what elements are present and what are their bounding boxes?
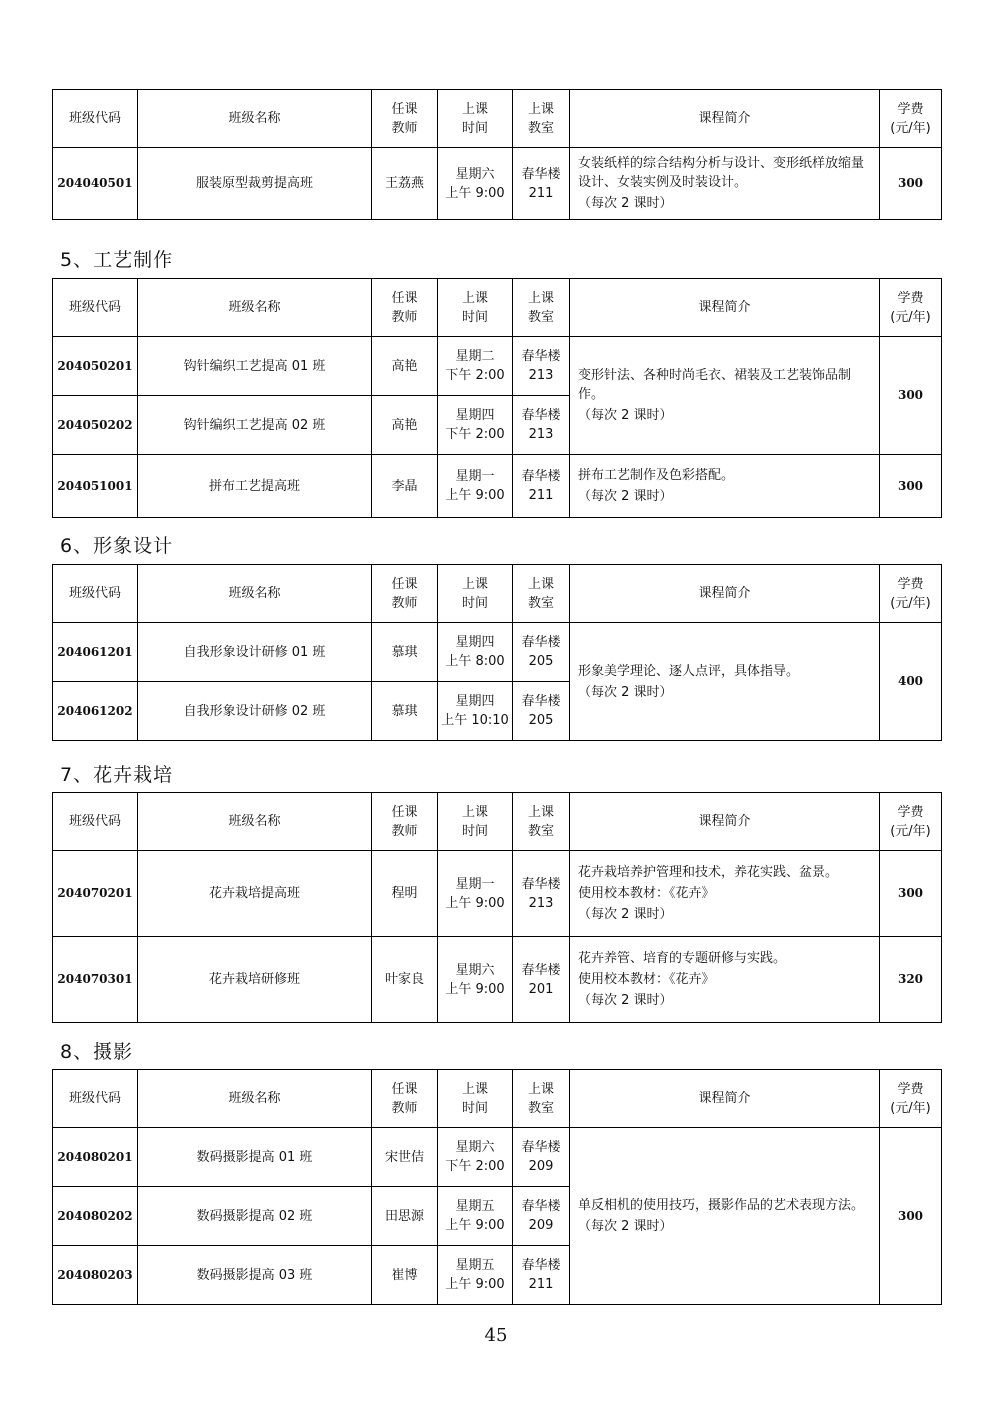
class-time: 星期四 上午 10:10 (438, 682, 513, 741)
header-fee: 学费 (元/年) (880, 793, 942, 851)
header-fee: 学费 (元/年) (880, 565, 942, 623)
class-name: 花卉栽培研修班 (138, 937, 372, 1023)
classroom: 春华楼 213 (513, 851, 570, 937)
course-description (570, 623, 880, 741)
class-name: 钩针编织工艺提高 02 班 (138, 396, 372, 455)
header-room: 上课 教室 (513, 793, 570, 851)
classroom: 春华楼 213 (513, 396, 570, 455)
course-table-crafts (52, 278, 942, 518)
class-code: 204051001 (53, 455, 138, 518)
header-teacher: 任课 教师 (372, 1070, 438, 1128)
teacher-name: 叶家良 (372, 937, 438, 1023)
teacher-name: 李晶 (372, 455, 438, 518)
header-teacher: 任课 教师 (372, 793, 438, 851)
course-description (570, 851, 880, 937)
section-title-photography: 8、摄影 (60, 1041, 134, 1063)
classroom: 春华楼 209 (513, 1187, 570, 1246)
teacher-name: 崔博 (372, 1246, 438, 1305)
classroom: 春华楼 211 (513, 148, 570, 220)
course-table-tailoring (52, 89, 942, 220)
class-code: 204061202 (53, 682, 138, 741)
header-teacher: 任课 教师 (372, 565, 438, 623)
header-fee: 学费 (元/年) (880, 279, 942, 337)
table-header-row (53, 565, 942, 623)
course-description (570, 455, 880, 518)
teacher-name: 田思源 (372, 1187, 438, 1246)
table-header-row (53, 1070, 942, 1128)
description-line: 形象美学理论、逐人点评，具体指导。 (578, 663, 800, 679)
description-line: 变形针法、各种时尚毛衣、裙装及工艺装饰品制作。 (578, 368, 852, 402)
table-row (53, 1128, 942, 1187)
teacher-name: 慕琪 (372, 682, 438, 741)
class-name: 自我形象设计研修 02 班 (138, 682, 372, 741)
header-class-name: 班级名称 (138, 279, 372, 337)
class-name: 数码摄影提高 01 班 (138, 1128, 372, 1187)
table-header-row (53, 793, 942, 851)
class-code: 204040501 (53, 148, 138, 220)
course-description (570, 1128, 880, 1305)
header-class-name: 班级名称 (138, 1070, 372, 1128)
class-time: 星期六 下午 2:00 (438, 1128, 513, 1187)
header-class-name: 班级名称 (138, 565, 372, 623)
class-name: 花卉栽培提高班 (138, 851, 372, 937)
class-code: 204070201 (53, 851, 138, 937)
header-description: 课程简介 (570, 1070, 880, 1128)
section-title-crafts: 5、工艺制作 (60, 249, 174, 271)
class-time: 星期四 上午 8:00 (438, 623, 513, 682)
tuition-fee: 300 (880, 851, 942, 937)
description-line: 拼布工艺制作及色彩搭配。 (578, 468, 735, 483)
teacher-name: 慕琪 (372, 623, 438, 682)
course-description (570, 148, 880, 220)
header-class-name: 班级名称 (138, 793, 372, 851)
header-class-code: 班级代码 (53, 90, 138, 148)
header-room: 上课 教室 (513, 565, 570, 623)
table-header-row (53, 279, 942, 337)
class-name: 自我形象设计研修 01 班 (138, 623, 372, 682)
table-row (53, 937, 942, 1023)
class-time: 星期六 上午 9:00 (438, 148, 513, 220)
table-row (53, 623, 942, 682)
header-description: 课程简介 (570, 279, 880, 337)
header-class-code: 班级代码 (53, 1070, 138, 1128)
tuition-fee: 320 (880, 937, 942, 1023)
classroom: 春华楼 205 (513, 623, 570, 682)
tuition-fee: 400 (880, 623, 942, 741)
teacher-name: 程明 (372, 851, 438, 937)
tuition-fee: 300 (880, 337, 942, 455)
section-title-flower-cultivation: 7、花卉栽培 (60, 764, 174, 786)
header-teacher: 任课 教师 (372, 90, 438, 148)
class-code: 204080203 (53, 1246, 138, 1305)
class-code: 204061201 (53, 623, 138, 682)
description-line: 使用校本教材：《花卉》 (578, 972, 715, 987)
class-time: 星期二 下午 2:00 (438, 337, 513, 396)
class-time: 星期六 上午 9:00 (438, 937, 513, 1023)
description-line: （每次 2 课时） (578, 1219, 673, 1234)
class-name: 拼布工艺提高班 (138, 455, 372, 518)
class-name: 服装原型裁剪提高班 (138, 148, 372, 220)
class-name: 钩针编织工艺提高 01 班 (138, 337, 372, 396)
class-name: 数码摄影提高 02 班 (138, 1187, 372, 1246)
page-number: 45 (484, 1325, 508, 1346)
header-time: 上课 时间 (438, 90, 513, 148)
class-time: 星期一 上午 9:00 (438, 455, 513, 518)
header-description: 课程简介 (570, 793, 880, 851)
class-code: 204080201 (53, 1128, 138, 1187)
classroom: 春华楼 211 (513, 455, 570, 518)
course-description (570, 337, 880, 455)
header-time: 上课 时间 (438, 793, 513, 851)
header-class-code: 班级代码 (53, 565, 138, 623)
description-line: （每次 2 课时） (578, 907, 673, 922)
teacher-name: 高艳 (372, 337, 438, 396)
class-name: 数码摄影提高 03 班 (138, 1246, 372, 1305)
classroom: 春华楼 205 (513, 682, 570, 741)
header-time: 上课 时间 (438, 279, 513, 337)
table-header-row (53, 90, 942, 148)
course-table-photography (52, 1069, 942, 1305)
classroom: 春华楼 213 (513, 337, 570, 396)
header-description: 课程简介 (570, 90, 880, 148)
description-line: （每次 2 课时） (578, 196, 673, 211)
class-time: 星期四 下午 2:00 (438, 396, 513, 455)
class-code: 204050201 (53, 337, 138, 396)
class-time: 星期五 上午 9:00 (438, 1246, 513, 1305)
teacher-name: 高艳 (372, 396, 438, 455)
header-room: 上课 教室 (513, 1070, 570, 1128)
description-line: （每次 2 课时） (578, 489, 673, 504)
table-row (53, 148, 942, 220)
description-line: （每次 2 课时） (578, 684, 673, 700)
header-room: 上课 教室 (513, 279, 570, 337)
description-line: 花卉养管、培育的专题研修与实践。 (578, 951, 787, 966)
classroom: 春华楼 201 (513, 937, 570, 1023)
tuition-fee: 300 (880, 1128, 942, 1305)
header-fee: 学费 (元/年) (880, 1070, 942, 1128)
classroom: 春华楼 209 (513, 1128, 570, 1187)
course-description (570, 937, 880, 1023)
class-code: 204080202 (53, 1187, 138, 1246)
course-table-flower-cultivation (52, 792, 942, 1023)
class-code: 204050202 (53, 396, 138, 455)
description-line: （每次 2 课时） (578, 408, 673, 423)
teacher-name: 宋世佶 (372, 1128, 438, 1187)
section-title-image-design: 6、形象设计 (60, 535, 174, 557)
header-class-code: 班级代码 (53, 279, 138, 337)
classroom: 春华楼 211 (513, 1246, 570, 1305)
table-row (53, 337, 942, 396)
class-code: 204070301 (53, 937, 138, 1023)
class-time: 星期五 上午 9:00 (438, 1187, 513, 1246)
tuition-fee: 300 (880, 455, 942, 518)
class-time: 星期一 上午 9:00 (438, 851, 513, 937)
header-room: 上课 教室 (513, 90, 570, 148)
header-class-name: 班级名称 (138, 90, 372, 148)
teacher-name: 王荔燕 (372, 148, 438, 220)
header-fee: 学费 (元/年) (880, 90, 942, 148)
header-class-code: 班级代码 (53, 793, 138, 851)
header-description: 课程简介 (570, 565, 880, 623)
description-line: 女装纸样的综合结构分析与设计、变形纸样放缩量设计、女装实例及时装设计。 (578, 156, 865, 190)
table-row (53, 851, 942, 937)
table-row (53, 455, 942, 518)
header-time: 上课 时间 (438, 1070, 513, 1128)
header-time: 上课 时间 (438, 565, 513, 623)
description-line: 使用校本教材：《花卉》 (578, 886, 715, 901)
description-line: 花卉栽培养护管理和技术，养花实践、盆景。 (578, 865, 839, 880)
tuition-fee: 300 (880, 148, 942, 220)
description-line: 单反相机的使用技巧，摄影作品的艺术表现方法。 (578, 1198, 865, 1213)
course-table-image-design (52, 564, 942, 741)
description-line: （每次 2 课时） (578, 993, 673, 1008)
header-teacher: 任课 教师 (372, 279, 438, 337)
